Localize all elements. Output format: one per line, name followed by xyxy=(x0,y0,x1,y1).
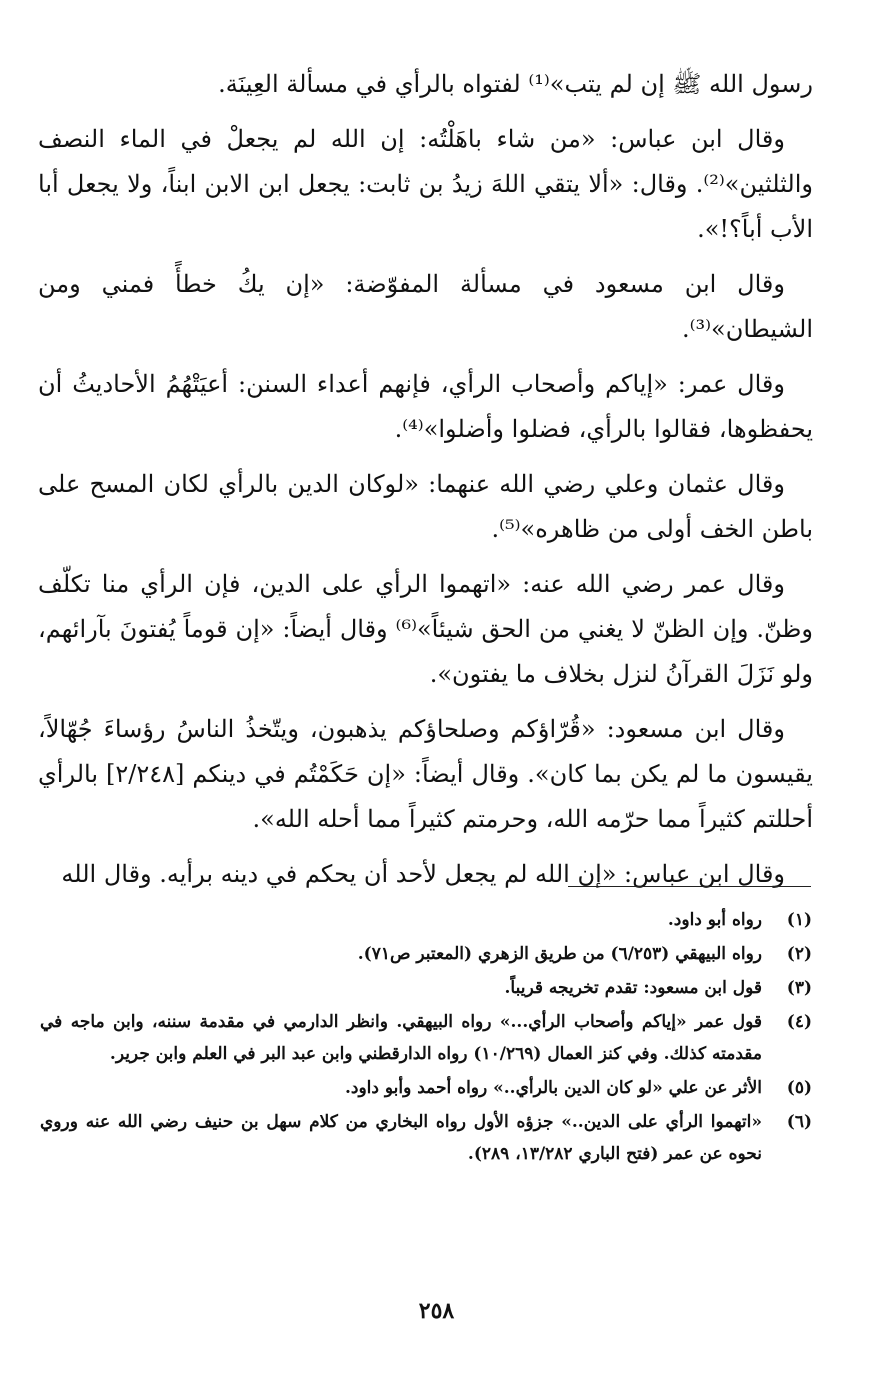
footnote-number: (٦) xyxy=(786,1112,812,1132)
paragraph-2: وقال ابن عباس: «من شاء باهَلْتُه: إن الله لم يجعلْ في الماء النصف والثلثين»⁽²⁾. وقال: «ألا يتقي اللهَ زيدُ بن ثابت: يجعل ابن الابن ابناً، ولا يجعل أبا الأب أباً؟!». xyxy=(38,125,813,243)
footnote-number: (٢) xyxy=(786,944,812,964)
footnote-text: قول ابن مسعود: تقدم تخريجه قريباً. xyxy=(504,978,762,998)
footnote-3 xyxy=(40,972,812,1004)
footnote-2 xyxy=(40,938,812,970)
page-number: ٢٥٨ xyxy=(418,1298,455,1324)
footnote-number: (٤) xyxy=(786,1012,812,1032)
paragraph-3: وقال ابن مسعود في مسألة المفوّضة: «إن يكُ خطأً فمني ومن الشيطان»⁽³⁾. xyxy=(38,270,813,343)
footnotes xyxy=(40,904,812,1172)
footnote-number: (٥) xyxy=(786,1078,812,1098)
paragraph-6: وقال عمر رضي الله عنه: «اتهموا الرأي على الدين، فإن الرأي منا تكلّف وظنّ. وإن الظنّ لا يغني من الحق شيئاً»⁽⁶⁾ وقال أيضاً: «إن قوماً يُفتونَ بآرائهم، ولو نَزَلَ القرآنُ لنزل بخلاف ما يفتون». xyxy=(38,570,813,688)
footnote-separator xyxy=(568,886,811,887)
paragraph-7: وقال ابن مسعود: «قُرّاؤكم وصلحاؤكم يذهبون، ويتّخذُ الناسُ رؤساءَ جُهّالاً، يقيسون ما لم يكن بما كان». وقال أيضاً: «إن حَكَمْتُم في دينكم [٢/٢٤٨] بالرأي أحللتم كثيراً مما حرّمه الله، وحرمتم كثيراً مما أحله الله». xyxy=(38,715,813,833)
footnote-text: قول عمر «إياكم وأصحاب الرأي...» رواه البيهقي. وانظر الدارمي في مقدمة سننه، وابن ماجه في مقدمته كذلك. وفي كنز العمال (١٠/٢٦٩) رواه الدارقطني وابن عبد البر في العلم وابن جرير. xyxy=(40,1012,763,1064)
footnote-4 xyxy=(40,1006,812,1070)
footnote-number: (١) xyxy=(786,910,812,930)
main-text xyxy=(38,62,813,907)
footnote-text: رواه أبو داود. xyxy=(667,910,762,930)
paragraph-4: وقال عمر: «إياكم وأصحاب الرأي، فإنهم أعداء السنن: أعيَتْهُمُ الأحاديثُ أن يحفظوها، فقالوا بالرأي، فضلوا وأضلوا»⁽⁴⁾. xyxy=(38,370,813,443)
footnote-1 xyxy=(40,904,812,936)
footnote-text: الأثر عن علي «لو كان الدين بالرأي..» رواه أحمد وأبو داود. xyxy=(344,1078,762,1098)
footnote-text: «اتهموا الرأي على الدين..» جزؤه الأول رواه البخاري من كلام سهل بن حنيف رضي الله عنه وروي نحوه عن عمر (فتح الباري ١٣/٢٨٢، ٢٨٩). xyxy=(40,1112,762,1164)
paragraph-5: وقال عثمان وعلي رضي الله عنهما: «لوكان الدين بالرأي لكان المسح على باطن الخف أولى من ظاهره»⁽⁵⁾. xyxy=(38,470,813,543)
footnote-5 xyxy=(40,1072,812,1104)
paragraph-8: وقال ابن عباس: «إن الله لم يجعل لأحد أن يحكم في دينه برأيه. وقال الله xyxy=(61,860,785,888)
footnote-number: (٣) xyxy=(786,978,812,998)
paragraph-1: رسول الله ﷺ إن لم يتب»⁽¹⁾ لفتواه بالرأي في مسألة العِينَة. xyxy=(218,70,813,98)
footnote-text: رواه البيهقي (٦/٢٥٣) من طريق الزهري (المعتبر ص٧١). xyxy=(357,944,762,964)
footnote-6 xyxy=(40,1106,812,1170)
